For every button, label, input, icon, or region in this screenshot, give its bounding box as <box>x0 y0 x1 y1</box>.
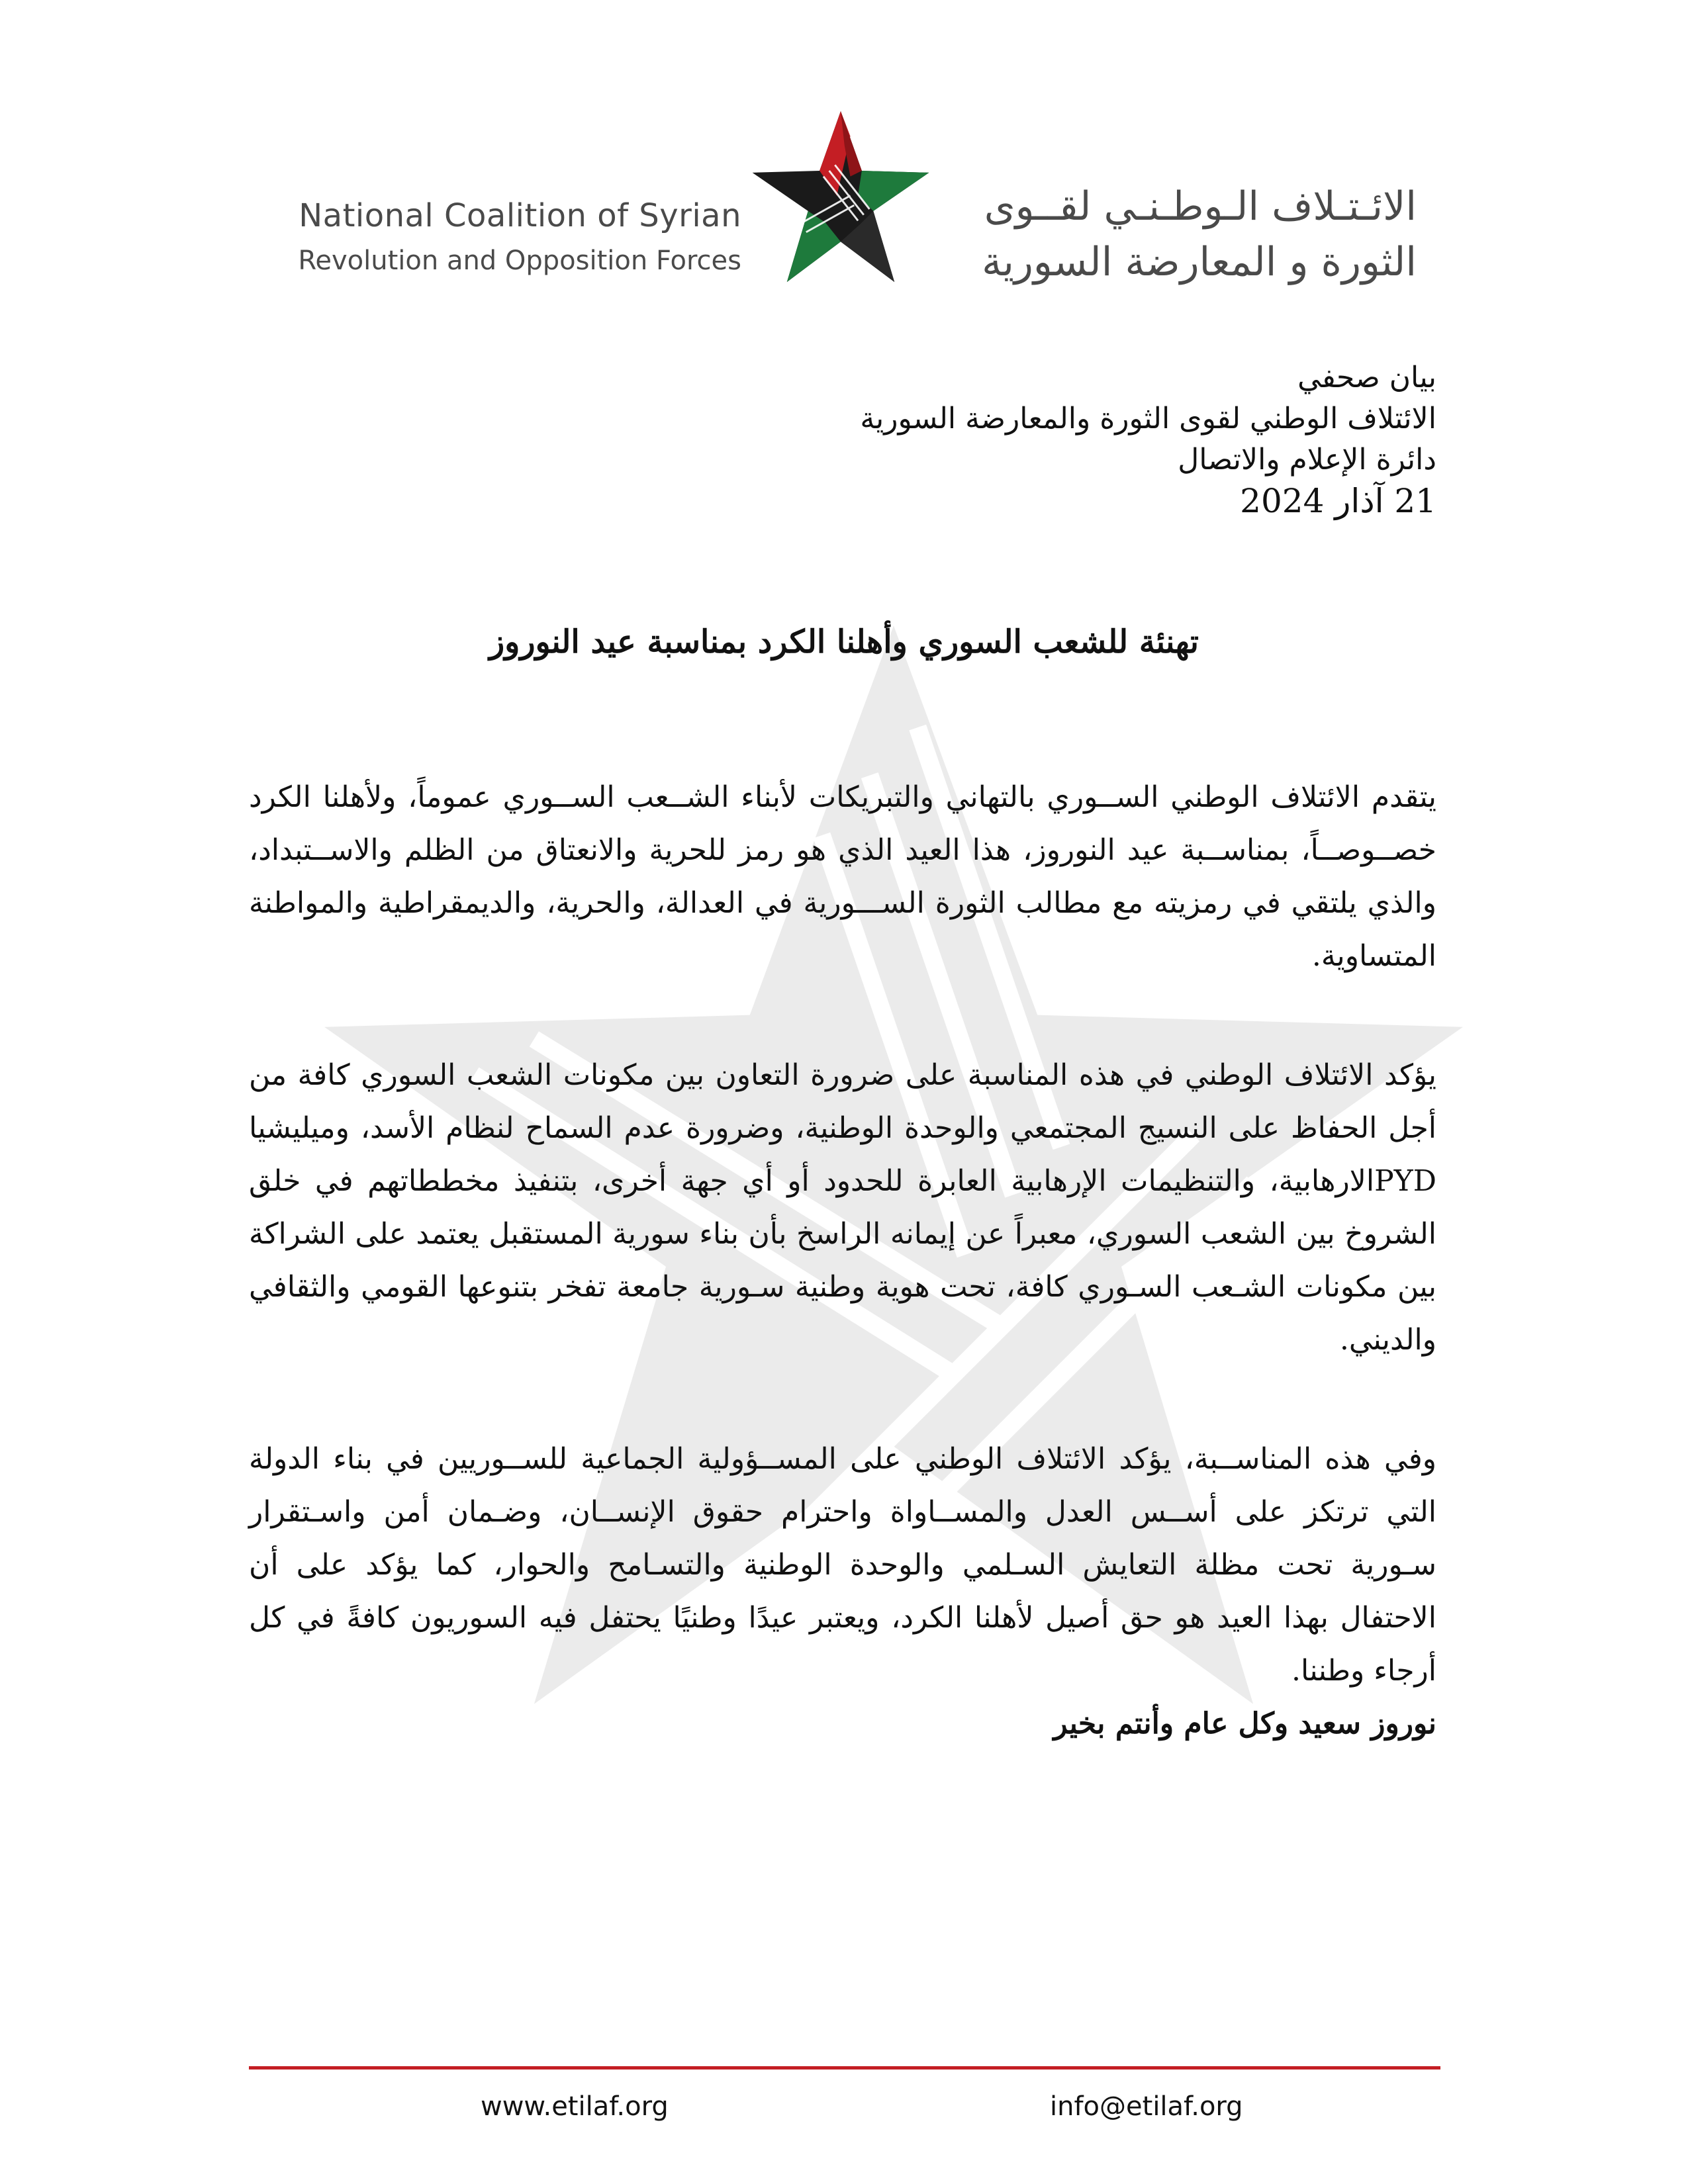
header-en-line2: Revolution and Opposition Forces <box>298 246 741 276</box>
footer-email-link[interactable]: info@etilaf.org <box>1050 2091 1243 2122</box>
footer-website-link[interactable]: www.etilaf.org <box>481 2091 669 2122</box>
press-release-meta <box>708 357 1436 522</box>
header-en-line1: National Coalition of Syrian <box>299 197 741 234</box>
body-paragraph-1: يتقدم الائتلاف الوطني الســوري بالتهاني والتبريكات لأبناء الشــعب الســوري عموماً، ولأهلنا الكرد خصــوصــاً، بمناســبة عيد النوروز، هذا العيد الذي هو رمز للحرية والانعتاق من الظلم والاســتبداد، والذي يلتقي في رمزيته مع مطالب الثورة الســـورية في العدالة، والحرية، والديمقراطية والمواطنة المتساوية. <box>249 780 1436 973</box>
department-name: دائرة الإعلام والاتصال <box>1178 443 1436 477</box>
header-arabic <box>940 179 1417 290</box>
footer-divider <box>249 2066 1440 2070</box>
release-date: 21 آذار 2024 <box>1240 482 1436 520</box>
header-ar-line2: الثورة و المعارضة السورية <box>982 239 1417 285</box>
closing-greeting: نوروز سعيد وكل عام وأنتم بخير <box>1053 1707 1436 1741</box>
coalition-star-logo <box>745 106 937 291</box>
doc-type: بيان صحفي <box>1297 361 1436 394</box>
body-paragraph-3: وفي هذه المناســبة، يؤكد الائتلاف الوطني على المســؤولية الجماعية للســوريين في بناء الدولة التي ترتكز على أســس العدل والمســاواة واحترام حقوق الإنســان، وضـمان أمن واسـتقرار سـورية تحت مظلة التعايش السـلمي والوحدة الوطنية والتسـامح والحوار، كما يؤكد على أن الاحتفال بهذا العيد هو حق أصيل لأهلنا الكرد، ويعتبر عيدًا وطنيًا يحتفل فيه السوريون كافةً في كل أرجاء وطننا. <box>249 1442 1436 1688</box>
body-paragraph-2: يؤكد الائتلاف الوطني في هذه المناسبة على ضرورة التعاون بين مكونات الشعب السوري كافة من أجل الحفاظ على النسيج المجتمعي والوحدة الوطنية، وضرورة عدم السماح لنظام الأسد، وميليشيا PYDالارهابية، والتنظيمات الإرهابية العابرة للحدود أو أي جهة أخرى، بتنفيذ مخططاتهم في خلق الشروخ بين الشعب السوري، معبراً عن إيمانه الراسخ بأن بناء سورية المستقبل يعتمد على الشراكة بين مكونات الشـعب السـوري كافة، تحت هوية وطنية سـورية جامعة تفخر بتنوعها القومي والثقافي والديني. <box>249 1058 1436 1357</box>
organization-name: الائتلاف الوطني لقوى الثورة والمعارضة السورية <box>860 402 1436 435</box>
header-english <box>265 192 741 282</box>
header-ar-line1: الائـتـلاف الـوطـنـي لقــوى <box>984 183 1417 230</box>
document-title: تهنئة للشعب السوري وأهلنا الكرد بمناسبة عيد النوروز <box>489 623 1199 660</box>
document-body <box>249 771 1436 1751</box>
